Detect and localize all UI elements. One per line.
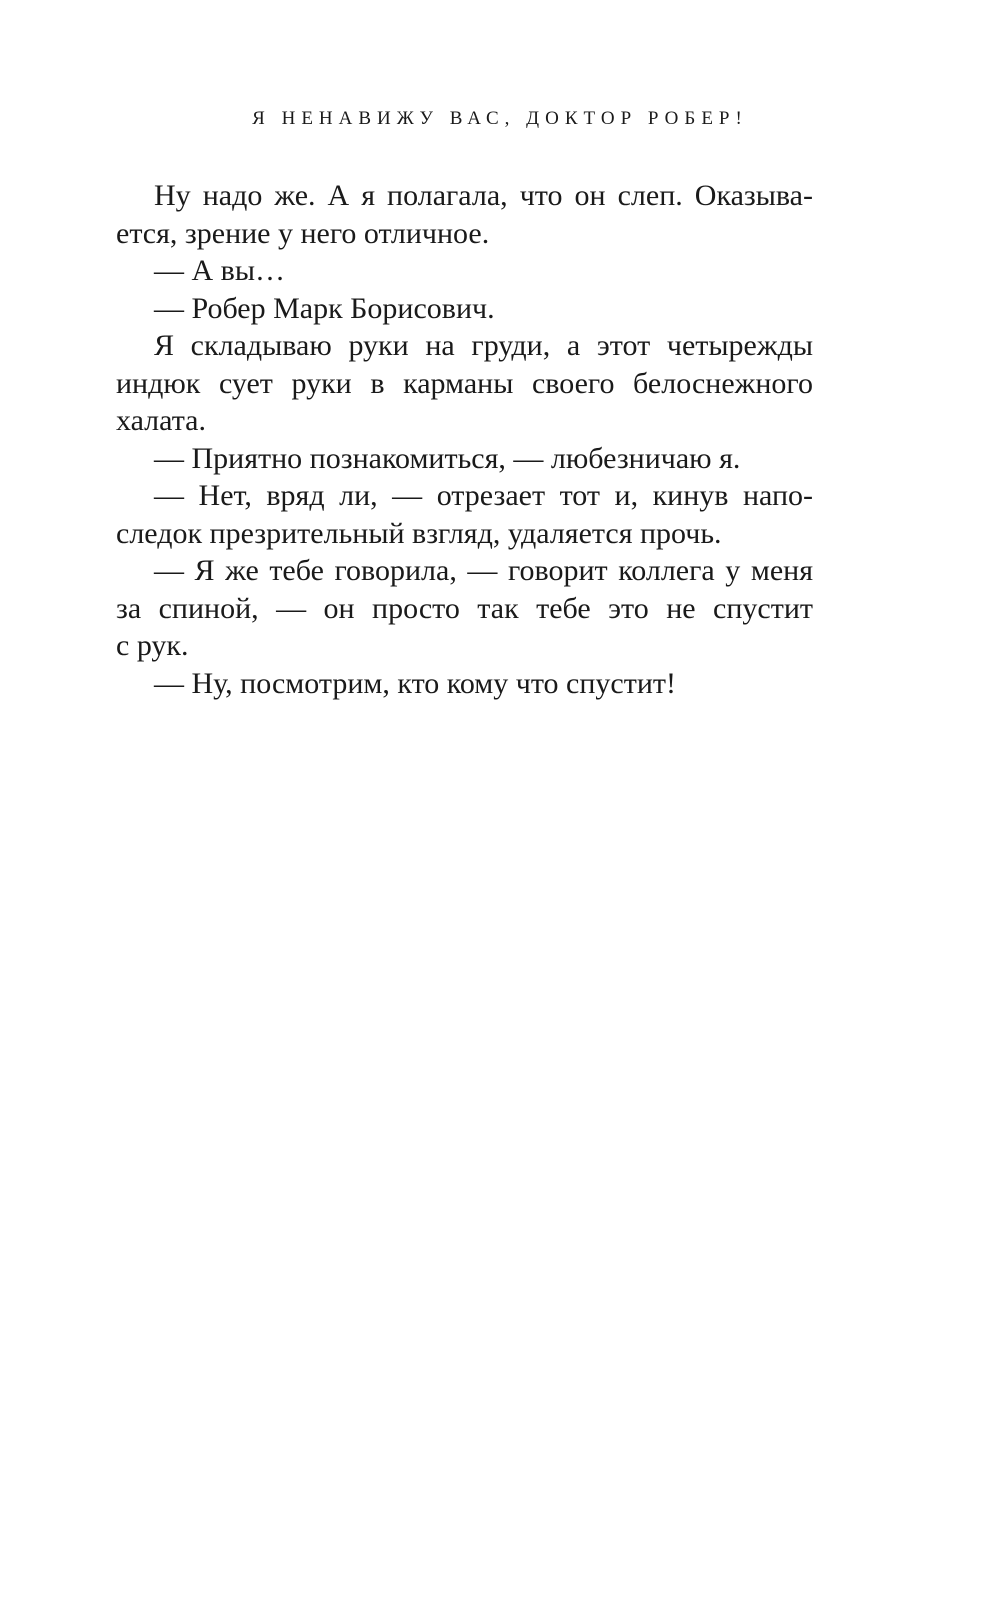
text-line: Я складываю руки на груди, а этот четырежды: [154, 329, 813, 362]
text-line: Ну надо же. А я полагала, что он слеп. Оказыва-: [154, 179, 813, 212]
text-line: — Приятно познакомиться, — любезничаю я.: [154, 441, 741, 475]
text-line: ется, зрение у него отличное.: [116, 216, 490, 250]
text-line: халата.: [116, 404, 206, 437]
text-line: следок презрительный взгляд, удаляется прочь.: [116, 516, 722, 550]
text-line: — А вы…: [154, 254, 285, 287]
text-line: индюк сует руки в карманы своего белоснежного: [116, 366, 813, 400]
text-line: за спиной, — он просто так тебе это не спустит: [116, 591, 813, 625]
body-text: [116, 177, 813, 702]
text-line: — Нет, вряд ли, — отрезает тот и, кинув напо-: [154, 479, 813, 512]
text-line: с рук.: [116, 629, 189, 662]
text-line: — Ну, посмотрим, кто кому что спустит!: [154, 666, 676, 700]
text-line: — Я же тебе говорила, — говорит коллега у меня: [154, 554, 813, 587]
text-line: — Робер Марк Борисович.: [154, 291, 495, 325]
running-head: Я НЕНАВИЖУ ВАС, ДОКТОР РОБЕР!: [252, 108, 748, 129]
